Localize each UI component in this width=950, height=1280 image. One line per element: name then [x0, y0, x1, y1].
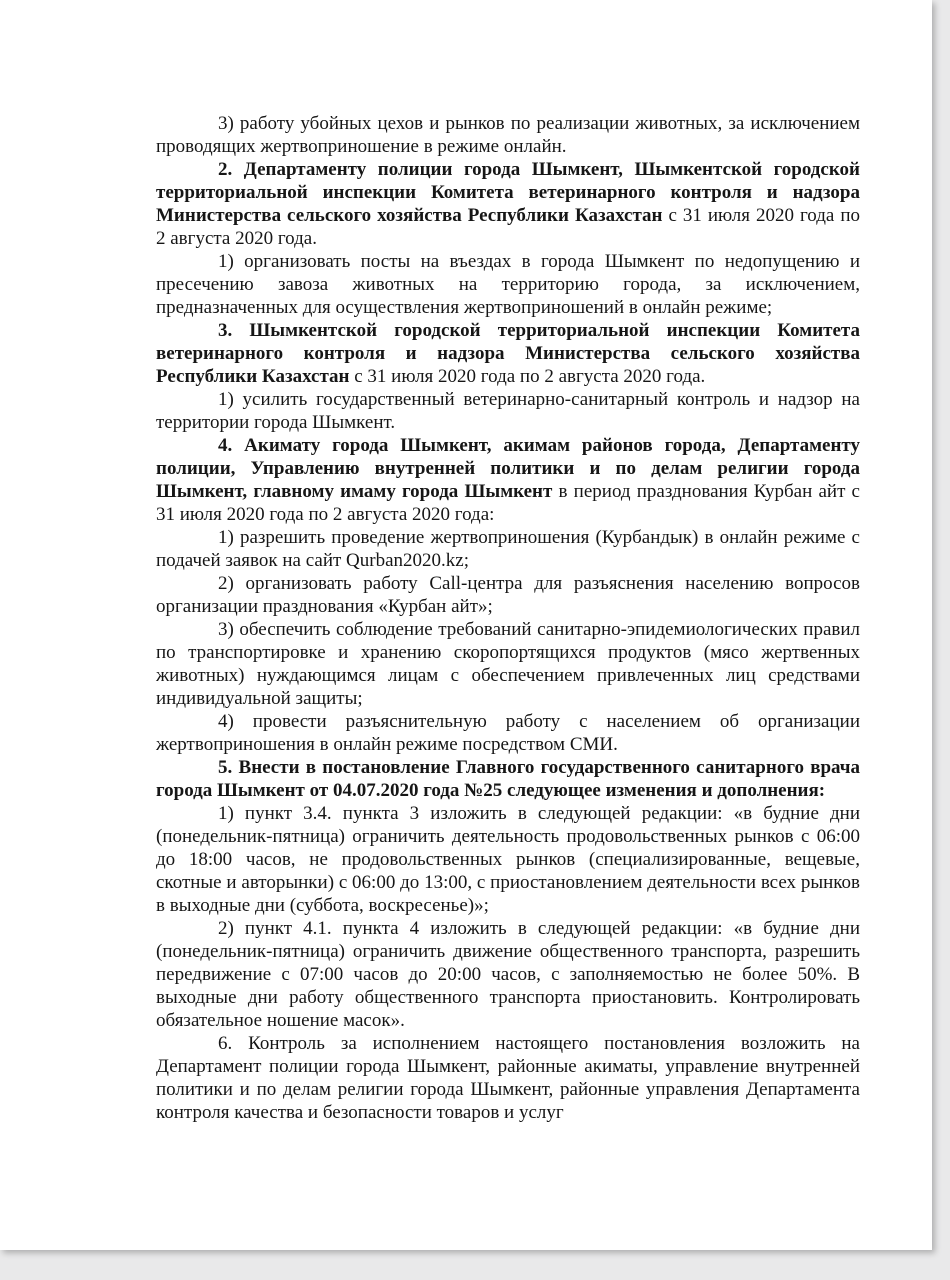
section-paragraph: [156, 319, 860, 388]
list-item: 3) обеспечить соблюдение требований санитарно-эпидемиологических правил по транспортировке и хранению скоропортящихся продуктов (мясо жертвенных животных) нуждающимся лицам с обеспечением привлеченных лиц средствами индивидуальной защиты;: [156, 619, 860, 709]
section-text: с 31 июля 2020 года по 2 августа 2020 года.: [156, 205, 860, 249]
list-item: 2) организовать работу Call-центра для разъяснения населению вопросов организации празднования «Курбан айт»;: [156, 573, 860, 617]
section-paragraph: [156, 158, 860, 250]
section-heading: Шымкентской городской территориальной инспекции Комитета ветеринарного контроля и надзора Министерства сельского хозяйства Республики Казахстан: [156, 320, 860, 387]
section-number: 4.: [218, 435, 233, 456]
section-text: в период празднования Курбан айт с 31 июля 2020 года по 2 августа 2020 года:: [156, 481, 860, 525]
section-paragraph: [156, 756, 860, 802]
section-number: 2.: [218, 159, 233, 180]
section-number: 3.: [218, 320, 233, 341]
section-heading: Акимату города Шымкент, акимам районов города, Департаменту полиции, Управлению внутренней политики и по делам религии города Шымкент, главному имаму города Шымкент: [156, 435, 861, 502]
section-paragraph: [156, 434, 860, 526]
list-item: 1) усилить государственный ветеринарно-санитарный контроль и надзор на территории города Шымкент.: [156, 389, 860, 433]
document-body: [156, 112, 860, 1124]
section-number: 5.: [218, 757, 233, 778]
list-item: 3) работу убойных цехов и рынков по реализации животных, за исключением проводящих жертвоприношение в режиме онлайн.: [156, 113, 860, 157]
section-text: с 31 июля 2020 года по 2 августа 2020 года.: [354, 366, 706, 387]
section-heading: Внести в постановление Главного государственного санитарного врача города Шымкент от 04.07.2020 года №25 следующее изменения и дополнения:: [156, 757, 861, 801]
list-item: 1) организовать посты на въездах в города Шымкент по недопущению и пресечению завоза животных на территорию города, за исключением, предназначенных для осуществления жертвоприношений в онлайн режиме;: [156, 251, 860, 318]
section-heading: Департаменту полиции города Шымкент, Шымкентской городской территориальной инспекции Комитета ветеринарного контроля и надзора Министерства сельского хозяйства Республики Казахстан: [156, 159, 860, 226]
list-item: 2) пункт 4.1. пункта 4 изложить в следующей редакции: «в будние дни (понедельник-пятница) ограничить движение общественного транспорта, разрешить передвижение с 07:00 часов до 20:00 часов, с заполняемостью не более 50%. В выходные дни работу общественного транспорта приостановить. Контролировать обязательное ношение масок».: [156, 918, 860, 1031]
list-item: 1) пункт 3.4. пункта 3 изложить в следующей редакции: «в будние дни (понедельник-пятница) ограничить деятельность продовольственных рынков с 06:00 до 18:00 часов, не продовольственных рынков (специализированные, вещевые, скотные и авторынки) с 06:00 до 13:00, с приостановлением деятельности всех рынков в выходные дни (суббота, воскресенье)»;: [156, 803, 860, 916]
list-item: 4) провести разъяснительную работу с населением об организации жертвоприношения в онлайн режиме посредством СМИ.: [156, 711, 860, 755]
list-item: 1) разрешить проведение жертвоприношения (Курбандык) в онлайн режиме с подачей заявок на сайт Qurban2020.kz;: [156, 527, 860, 571]
section-paragraph: 6. Контроль за исполнением настоящего постановления возложить на Департамент полиции города Шымкент, районные акиматы, управление внутренней политики и по делам религии города Шымкент, районные управления Департамента контроля качества и безопасности товаров и услуг: [156, 1033, 860, 1123]
